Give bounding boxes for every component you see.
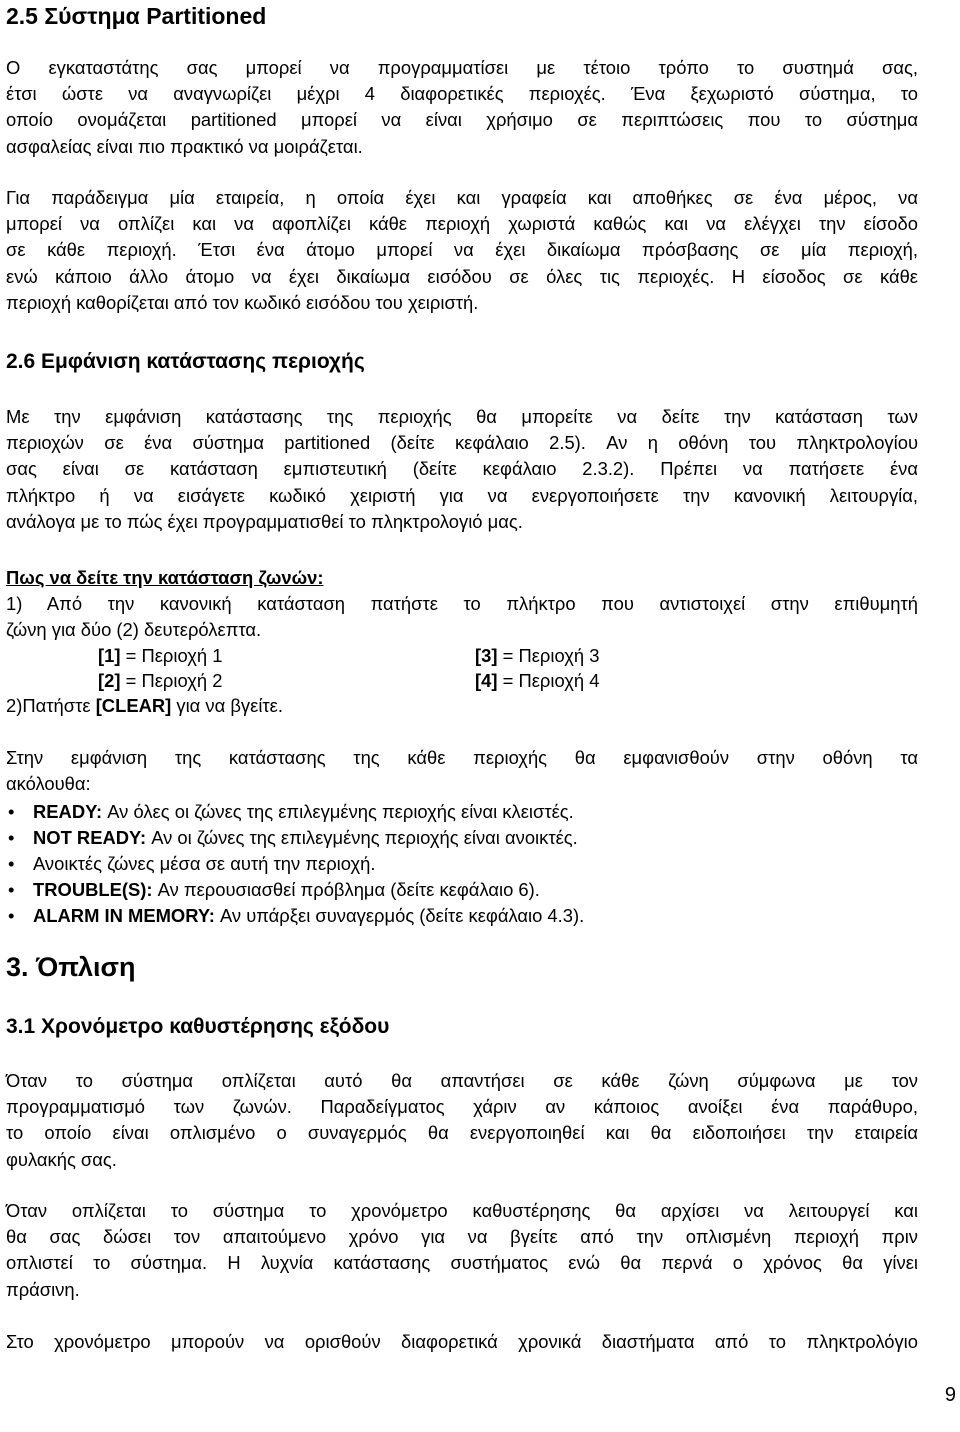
key-entry	[98, 643, 222, 668]
text-line: ενώ κάποιο άλλο άτομο να έχει δικαίωμα εισόδου σε όλες τις περιοχές. Η είσοδος σε κάθε	[6, 265, 918, 287]
key-text: = Περιοχή 2	[120, 670, 223, 691]
bullet-icon: •	[8, 879, 15, 900]
status-text: Αν περουσιασθεί πρόβλημα (δείτε κεφάλαιο 6).	[152, 879, 540, 900]
section-2-5-title: 2.5 Σύστημα Partitioned	[6, 3, 267, 29]
text-line: περιοχών σε ένα σύστημα partitioned (δείτε κεφάλαιο 2.5). Αν η οθόνη του πληκτρολογίου	[6, 432, 918, 454]
text-line: φυλακής σας.	[6, 1148, 117, 1170]
text-line: ακόλουθα:	[6, 773, 91, 795]
text-line: οπλιστεί το σύστημα. Η λυχνία κατάστασης συστήματος ενώ θα περνά ο χρόνος θα γίνει	[6, 1252, 918, 1274]
bullet-icon: •	[8, 827, 15, 848]
key-text: = Περιοχή 3	[497, 645, 600, 666]
key-entry	[475, 668, 599, 693]
text-line: το οποίο είναι οπλισμένο ο συναγερμός θα ενεργοποιηθεί και θα ειδοποιήσει την εταιρεία	[6, 1122, 918, 1144]
text-line: Με την εμφάνιση κατάστασης της περιοχής θα μπορείτε να δείτε την κατάσταση των	[6, 406, 918, 427]
status-label: TROUBLE(S):	[33, 879, 153, 900]
key-label: [2]	[98, 670, 121, 691]
text-line: Ο εγκαταστάτης σας μπορεί να προγραμματίσει με τέτοιο τρόπο το συστημά σας,	[6, 57, 918, 78]
text-line: θα σας δώσει τον απαιτούμενο χρόνο για να βγείτε από την οπλισμένη περιοχή πριν	[6, 1226, 918, 1248]
section-3-1-title: 3.1 Χρονόμετρο καθυστέρησης εξόδου	[6, 1015, 390, 1038]
step-2-suffix: για να βγείτε.	[171, 695, 283, 716]
bullet-icon: •	[8, 853, 15, 874]
step-2-prefix: 2)Πατήστε	[6, 695, 96, 716]
section-2-6-title: 2.6 Εμφάνιση κατάστασης περιοχής	[6, 350, 365, 373]
section-3-1-paragraph-3	[6, 1329, 918, 1355]
text-line: Στην εμφάνιση της κατάστασης της κάθε περιοχής θα εμφανισθούν στην οθόνη τα	[6, 747, 918, 768]
list-item	[6, 851, 584, 877]
key-label: [1]	[98, 645, 121, 666]
status-bullet-list	[6, 799, 584, 929]
text-line: σε κάθε περιοχή. Έτσι ένα άτομο μπορεί να έχει δικαίωμα πρόσβασης σε μία περιοχή,	[6, 239, 918, 261]
bullet-icon: •	[8, 905, 15, 926]
list-item	[6, 799, 584, 825]
text-line: ανάλογα με το πώς έχει προγραμματισθεί το πληκτρολογιό μας.	[6, 510, 523, 532]
status-label: NOT READY:	[33, 827, 147, 848]
text-line: έτσι ώστε να αναγνωρίζει μέχρι 4 διαφορετικές περιοχές. Ένα ξεχωριστό σύστημα, το	[6, 83, 918, 105]
text-line: Όταν οπλίζεται το σύστημα το χρονόμετρο καθυστέρησης θα αρχίσει να λειτουργεί και	[6, 1200, 918, 1221]
section-2-6-paragraph-1	[6, 404, 918, 535]
how-to-view-title: Πως να δείτε την κατάσταση ζωνών:	[6, 567, 324, 588]
section-2-5-paragraph-1	[6, 55, 918, 160]
bullet-icon: •	[8, 801, 15, 822]
status-text: Αν υπάρξει συναγερμός (δείτε κεφάλαιο 4.3).	[214, 905, 585, 926]
section-3-title: 3. Όπλιση	[6, 952, 136, 982]
clear-key-label: [CLEAR]	[95, 695, 172, 716]
text-line: Στο χρονόμετρο μπορούν να ορισθούν διαφορετικά χρονικά διαστήματα από το πληκτρολόγιο	[6, 1331, 918, 1352]
section-3-1-paragraph-1	[6, 1068, 918, 1173]
page-number: 9	[944, 1384, 956, 1406]
text-line: 1) Από την κανονική κατάσταση πατήστε το πλήκτρο που αντιστοιχεί στην επιθυμητή	[6, 593, 918, 614]
text-line: πλήκτρο ή να εισάγετε κωδικό χειριστή για να ενεργοποιήσετε την κανονική λειτουργία,	[6, 484, 918, 506]
step-1	[6, 591, 918, 643]
section-2-5-paragraph-2	[6, 185, 918, 316]
status-text: Αν όλες οι ζώνες της επιλεγμένης περιοχής είναι κλειστές.	[102, 801, 574, 822]
key-text: = Περιοχή 4	[497, 670, 600, 691]
text-line: περιοχή καθορίζεται από τον κωδικό εισόδου του χειριστή.	[6, 291, 479, 313]
key-label: [3]	[475, 645, 498, 666]
status-label: ALARM IN MEMORY:	[33, 905, 215, 926]
status-text: Αν οι ζώνες της επιλεγμένης περιοχής είναι ανοικτές.	[146, 827, 578, 848]
text-line	[6, 693, 918, 719]
text-line: ασφαλείας είναι πιο πρακτικό να μοιράζεται.	[6, 135, 363, 157]
key-entry	[475, 643, 599, 668]
text-line: Για παράδειγμα μία εταιρεία, η οποία έχει και γραφεία και αποθήκες σε ένα μέρος, να	[6, 187, 918, 208]
key-text: = Περιοχή 1	[120, 645, 223, 666]
text-line: Όταν το σύστημα οπλίζεται αυτό θα απαντήσει σε κάθε ζώνη σύμφωνα με τον	[6, 1070, 918, 1091]
list-item	[6, 825, 584, 851]
section-2-6-paragraph-2	[6, 745, 918, 797]
status-text: Ανοικτές ζώνες μέσα σε αυτή την περιοχή.	[33, 853, 376, 874]
section-3-1-paragraph-2	[6, 1198, 918, 1303]
text-line: μπορεί να οπλίζει και να αφοπλίζει κάθε περιοχή χωριστά καθώς και να ελέγχει την είσοδο	[6, 213, 918, 235]
key-label: [4]	[475, 670, 498, 691]
text-line: προγραμματισμό των ζωνών. Παραδείγματος χάριν αν κάποιος ανοίξει ένα παράθυρο,	[6, 1096, 918, 1118]
text-line: πράσινη.	[6, 1278, 80, 1300]
key-entry	[98, 668, 222, 693]
step-2	[6, 693, 918, 719]
status-label: READY:	[33, 801, 103, 822]
list-item	[6, 877, 584, 903]
text-line: σας είναι σε κατάσταση εμπιστευτική (δείτε κεφάλαιο 2.3.2). Πρέπει να πατήσετε ένα	[6, 458, 918, 480]
list-item	[6, 903, 584, 929]
text-line: οποίο ονομάζεται partitioned μπορεί να είναι χρήσιμο σε περιπτώσεις που το σύστημα	[6, 109, 918, 131]
how-to-view-heading	[6, 565, 918, 591]
text-line: ζώνη για δύο (2) δευτερόλεπτα.	[6, 619, 262, 641]
